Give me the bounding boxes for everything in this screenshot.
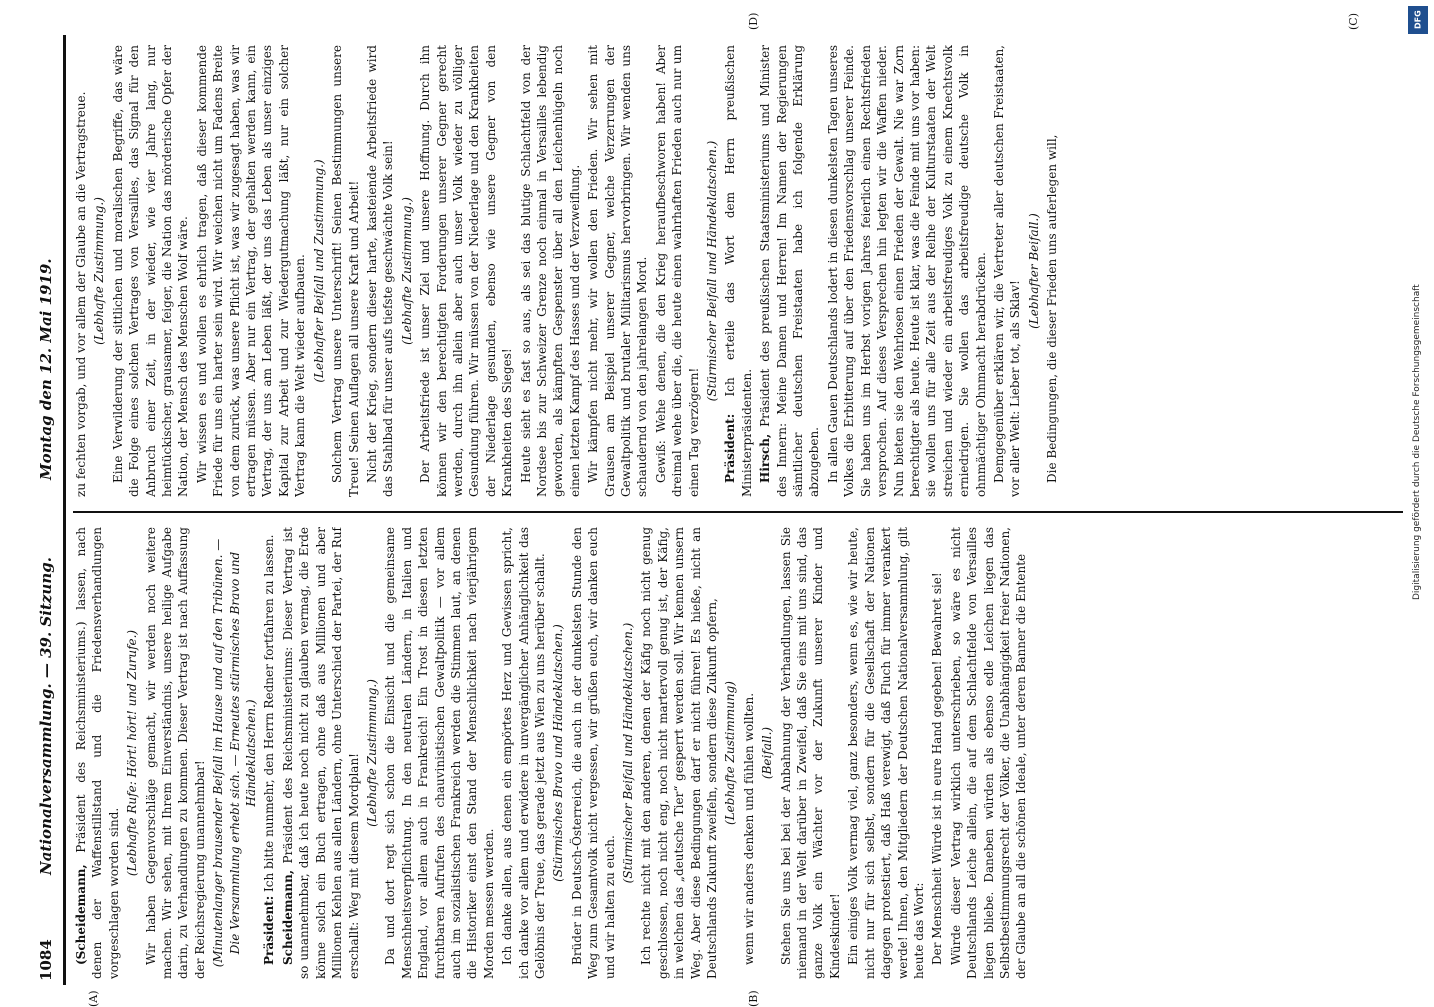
paragraph-text: Präsident des Reichsministeriums.) lassen, nach denen der Waffenstillstand und die Friedensverhandlungen vorgeschlagen worden sind. [74, 527, 121, 979]
paragraph-text: Da und dort regt sich schon die Einsicht und die gemeinsame Menschheitsverpflichtung. In den neutralen Ländern, in Italien und England, vor allem auch in Frankreich! Ein Trost in diesen letzten furchtbaren Aufrufen des chauvinistischen Gewaltpolitik — vor allem auch im sozialistischen Frankreich werden die Stimmen laut, an denen die Historiker einst den Stand der Menschlichkeit nach vierjährigem Morden messen werden. [383, 527, 496, 979]
dfg-logo-icon: DFG [1408, 6, 1428, 34]
session-date: Montag den 12. Mai 1919. [37, 258, 55, 480]
margin-letter-c: (C) [1347, 13, 1360, 30]
speech-paragraph [382, 527, 497, 979]
speech-paragraph [778, 527, 844, 979]
paragraph-text: Der Menschheit Würde ist in eure Hand gegeben! Bewahret sie! [930, 572, 945, 965]
stage-direction: (Lebhafte Zustimmung.) [364, 679, 379, 827]
speech-paragraph [741, 527, 757, 979]
speech-paragraph [825, 45, 989, 497]
speech-paragraph [757, 45, 823, 497]
speech-paragraph [1044, 45, 1060, 497]
speech-paragraph [518, 45, 584, 497]
speech-paragraph [569, 527, 618, 979]
speech-paragraph [499, 527, 548, 979]
paragraph-text: Demgegenüber erklären wir, die Vertreter aller deutschen Freistaaten, vor aller Welt: Lieber tot, als Sklav! [991, 45, 1023, 497]
speaker-name: Scheidemann, [280, 869, 295, 965]
speech-paragraph [722, 45, 755, 497]
paragraph-text: In allen Gauen Deutschlands lodert in diesen dunkelsten Tagen unseres Volkes die Erbitterung auf über den Friedensvorschlag unserer Feinde. Sie haben uns im Herbst vorigen Jahres feierlich einen Rechtsfrieden versprochen. Auf dieses Versprechen hin legten wir die Waffen nieder. Nun bieten sie den Wehrlosen einen Frieden der Gewalt. Nie war Zorn berechtigter als heute. Heute ist klar, was die Feinde mit uns vor haben: sie wollen uns für alle Zeit aus der Reihe der Kulturstaaten der Welt streichen und wieder ein arbeitsfreudiges Volk zu einem Knechtsvolk erniedrigen. Sie wollen das arbeitsfreudige deutsche Volk in ohnmächtiger Ohnmacht herabdrücken. [825, 45, 988, 497]
paragraph-text: Würde dieser Vertrag wirklich unterschrieben, so wäre es nicht Deutschlands Leiche allein, die auf dem Schlachtfelde von Versailles liegen bliebe. Daneben würden als ebenso edle Leichen liegen das Selbstbestimmungsrecht der Völker, die Unabhängigkeit freier Nationen, der Glaube an all die schönen Ideale, unter deren Banner die Entente [948, 527, 1029, 979]
stage-direction: (Stürmisches Bravo und Händeklatschen.) [551, 624, 566, 882]
speech-paragraph [845, 527, 927, 979]
speech-paragraph [948, 527, 1030, 979]
speaker-name: Präsident: [723, 413, 738, 483]
paragraph-text: Eine Verwilderung der sittlichen und moralischen Begriffe, das wäre die Folge eines solchen Vertrages von Versailles, das Signal für den Anbruch einer Zeit, in der wieder, wie vier Jahre lang, nur heimtückischer, grausamer, feiger, die Nation das mörderische Opfer der Nation, der Mensch des Menschen Wolf wäre. [110, 45, 191, 497]
paragraph-text: zu fechten vorgab, und vor allem der Glaube an die Vertragstreue. [74, 91, 88, 497]
stage-direction: (Lebhafte Zustimmung.) [92, 197, 107, 345]
stage-direction: (Lebhafte Zustimmung.) [399, 197, 414, 345]
margin-letter-d: (D) [747, 12, 760, 30]
margin-letter-a: (A) [87, 990, 100, 1007]
paragraph-text: Gewiß: Wehe denen, die den Krieg heraufbeschworen haben! Aber dreimal wehe über die, die heute einen wahrhaften Frieden auch nur um einen Tag verzögern! [653, 45, 701, 497]
column-divider [73, 511, 1403, 513]
paragraph-text: wenn wir anders denken und fühlen wollten. [741, 692, 756, 965]
speech-paragraph [329, 45, 362, 497]
speech-paragraph [280, 527, 362, 979]
document-page [27, 12, 1412, 1007]
speaker-name: Präsident: [262, 895, 277, 965]
speech-paragraph [638, 527, 720, 979]
digitization-credit: Digitalisierung gefördert durch die Deutsche Forschungsgemeinschaft [1412, 284, 1422, 600]
speech-paragraph [194, 45, 309, 497]
stage-direction: (Stürmischer Beifall und Händeklatschen.) [705, 140, 720, 402]
paragraph-text: Heute sieht es fast so aus, als sei das blutige Schlachtfeld von der Nordsee bis zur Schweizer Grenze noch einmal in Versailles lebendig geworden, als kämpften Gespenster über all den Leichenhügeln noch einen letzten Kampf des Hasses und der Verzweiflung. [518, 45, 582, 497]
speech-paragraph [585, 45, 651, 497]
paragraph-text: Brüder in Deutsch-Österreich, die auch in der dunkelsten Stunde den Weg zum Gesamtvolk nicht vergessen, wir grüßen euch, wir danken euch und wir halten zu euch. [569, 527, 617, 979]
paragraph-text: Ich bitte nunmehr, den Herrn Redner fortfahren zu lassen. [262, 534, 277, 892]
speech-paragraph [261, 527, 277, 979]
paragraph-text: Nicht der Krieg, sondern dieser harte, kasteiende Arbeitsfriede wird das Stahlbad für unser aufs tiefste geschwächte Volk sein! [364, 45, 396, 497]
paragraph-text: Solchem Vertrag unsere Unterschrift! Seinen Bestimmungen unsere Treue! Seinen Auflagen all unsere Kraft und Arbeit! [330, 45, 361, 497]
margin-letter-b: (B) [747, 990, 760, 1007]
paragraph-text: Ich erteile das Wort dem Herrn preußischen Ministerpräsidenten. [723, 45, 754, 497]
right-text-column [73, 45, 1403, 497]
stage-direction: (Minutenlanger brausender Beifall im Hause und auf den Tribünen. — Die Versammlung erhebt sich. — Erneutes stürmisches Bravo und Händeklatschen.) [211, 538, 259, 968]
paragraph-text: Ein einiges Volk vermag viel, ganz besonders, wenn es, wie wir heute, nicht nur für sich selbst, sondern für die Gesellschaft der Nationen dagegen protestiert, daß Haß verewigt, daß Fluch für immer verankert werde! Ihnen, den Mitgliedern der Deutschen Nationalversammlung, gilt heute das Wort: [846, 527, 926, 979]
speech-paragraph [653, 45, 702, 497]
stage-direction: (Lebhafter Beifall und Zustimmung.) [311, 159, 326, 383]
speech-paragraph [929, 527, 945, 979]
page-header [27, 35, 66, 985]
paragraph-text: Wir kämpfen nicht mehr, wir wollen den Frieden. Wir sehen mit Grausen am Beispiel unserer Gegner, welche Verzerrungen der Gewaltpolitik und brutaler Militarismus hervorbringen. Wir wenden uns schaudernd von den jahrelangen Mord. [586, 45, 650, 497]
page-number: 1084 [37, 939, 55, 981]
paragraph-text: Die Bedingungen, die dieser Frieden uns auferlegen will, [1045, 134, 1060, 483]
speech-paragraph [73, 527, 122, 979]
running-title: Nationalversammlung. — 39. Sitzung. [37, 557, 55, 875]
speech-paragraph [364, 45, 397, 497]
paragraph-text: Präsident des Reichsministeriums: Dieser Vertrag ist so unannehmbar, daß ich heute noch nicht zu glauben vermag, die Erde könne solch ein Buch ertragen, ohne daß aus Millionen und aber Millionen Kehlen aus allen Ländern, ohne Unterschied der Partei, der Ruf erschallt: Weg mit diesem Mordplan! [280, 527, 361, 979]
speech-paragraph [417, 45, 515, 497]
paragraph-text: Der Arbeitsfriede ist unser Ziel und unsere Hoffnung. Durch ihn können wir den berechtigten Forderungen unserer Gegner gerecht werden, durch ihn allein aber auch unser Volk wieder zu völliger Gesundung führen. Wir müssen von der Niederlage und den Krankheiten der Niederlage gesunden, ebenso wie unsere Gegner von den Krankheiten des Sieges! [418, 45, 515, 497]
speech-paragraph [110, 45, 192, 497]
stage-direction: (Lebhafter Beifall.) [1026, 213, 1041, 329]
stage-direction: (Lebhafte Rufe: Hört! hört! und Zurufe.) [125, 629, 140, 877]
paragraph-text: Stehen Sie uns bei bei der Anbahnung der Verhandlungen, lassen Sie niemand in der Welt darüber in Zweifel, daß Sie eins mit uns sind, das ganze Volk ein Wächter vor der Zukunft unserer Kinder und Kindeskinder! [778, 527, 842, 979]
paragraph-text: Ich danke allen, aus denen ein empörtes Herz und Gewissen spricht, ich danke vor allem und erwidere in unvergänglicher Anhänglichkeit das Gelöbnis der Treue, das gerade jetzt aus Wien zu uns herüber schallt. [500, 527, 547, 979]
speech-paragraph [991, 45, 1024, 497]
paragraph-text: Wir wissen es und wollen es ehrlich tragen, daß dieser kommende Friede für uns ein harter sein wird. Wir weichen nicht um Fadens Breite von dem zurück, was unsere Pflicht ist, was wir zugesagt haben, was wir ertragen müssen. Aber nur ein Vertrag, der gehalten werden kann, ein Vertrag, der uns am Leben läßt, der uns das Leben als unser einziges Kapital zur Arbeit und zur Wiedergutmachung läßt, nur ein solcher Vertrag kann die Welt wieder aufbauen. [194, 45, 308, 497]
left-text-column [73, 527, 1403, 979]
speech-paragraph [143, 527, 209, 979]
speaker-name: Hirsch, [758, 433, 773, 483]
paragraph-text: Präsident des preußischen Staatsministeriums und Minister des Innern: Meine Damen und Herren! Im Namen der Regierungen sämtlicher deutschen Freistaaten habe ich folgende Erklärung abzugeben. [758, 45, 822, 497]
stage-direction: (Stürmischer Beifall und Händeklatschen.) [621, 622, 635, 884]
stage-direction: (Beifall.) [760, 726, 775, 780]
speaker-name: (Scheidemann, [74, 864, 88, 965]
paragraph-text: Ich rechte nicht mit den anderen, denen der Käfig noch nicht genug geschlossen, noch nicht eng, noch nicht martervoll genug ist, der Käfig, in welchen das „deutsche Tier“ gesperrt werden soll. Wir kennen unsern Weg. Aber diese Bedingungen darf er nicht führen! Es hieße, nicht an Deutschlands Zukunft zweifeln, sondern diese Zukunft opfern, [639, 527, 720, 979]
stage-direction: (Lebhafte Zustimmung) [723, 681, 738, 825]
speech-paragraph [73, 45, 89, 497]
paragraph-text: Wir haben Gegenvorschläge gemacht, wir werden noch weitere machen. Wir sehen, mit Ihrem Einverständnis, unsere heilige Aufgabe darin, zu Verhandlungen zu kommen. Dieser Vertrag ist nach Auffassung der Reichsregierung unannehmbar! [143, 527, 207, 979]
